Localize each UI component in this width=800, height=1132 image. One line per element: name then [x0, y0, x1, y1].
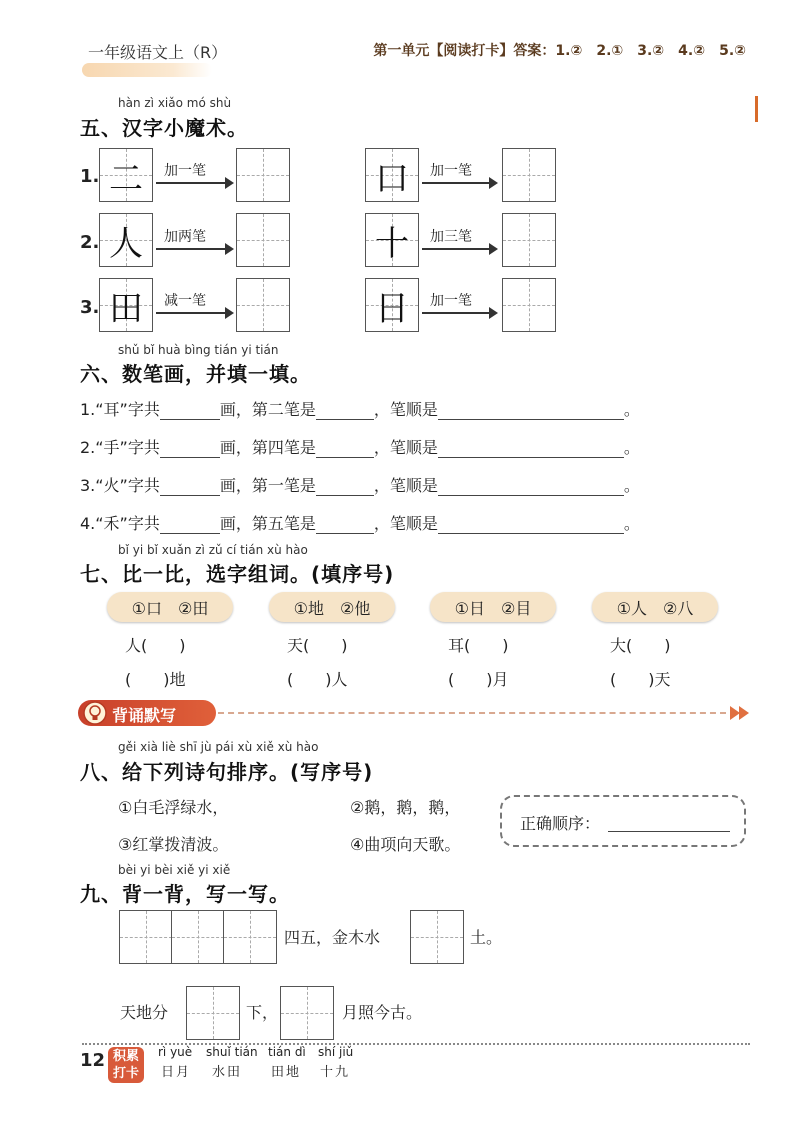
source-char: 口 [375, 158, 409, 199]
s7-title: 七、比一比，选字组词。(填序号) [80, 562, 395, 586]
stroke-question [80, 435, 640, 458]
source-char: 十 [375, 223, 409, 264]
arrow-icon [422, 182, 496, 184]
vocab-word: 田地 [271, 1065, 302, 1080]
banner-divider [218, 712, 726, 714]
stroke-name-blank[interactable] [316, 477, 374, 496]
poem-line: ④曲项向天歌。 [350, 835, 461, 854]
vocab-word: 日月 [161, 1065, 192, 1080]
source-char-box [99, 278, 153, 332]
stroke-count-blank[interactable] [160, 477, 220, 496]
answer-char-box[interactable] [502, 148, 556, 202]
question-text: 2.“手”字共 [80, 438, 160, 457]
stroke-name-blank[interactable] [316, 439, 374, 458]
stroke-order-blank[interactable] [438, 439, 624, 458]
badge-line: 积累 [112, 1049, 139, 1064]
question-end: 。 [623, 400, 640, 419]
operation-label: 减一笔 [164, 293, 206, 309]
option-pill: ①人 ②八 [592, 592, 718, 622]
answer-char-box[interactable] [502, 213, 556, 267]
s5-row-number: 1. [80, 166, 100, 187]
word-blank[interactable]: 耳( ) [448, 636, 509, 655]
question-text: 画，第二笔是 [219, 400, 316, 419]
word-blank[interactable]: ( )天 [610, 670, 671, 689]
operation-label: 加一笔 [430, 293, 472, 309]
source-char-box [365, 148, 419, 202]
answer-char-box[interactable] [236, 213, 290, 267]
source-char-box [365, 213, 419, 267]
vocab-word: 水田 [212, 1065, 243, 1080]
vocab-pinyin: tián dì [268, 1045, 306, 1059]
s9-title: 九、背一背，写一写。 [80, 882, 290, 906]
accumulate-badge [108, 1047, 144, 1083]
question-text: 画，第四笔是 [219, 438, 316, 457]
poem-line: ③红掌拨清波。 [118, 835, 229, 854]
source-char-box [99, 148, 153, 202]
question-text: 3.“火”字共 [80, 476, 160, 495]
s5-row-number: 2. [80, 232, 100, 253]
word-blank[interactable]: ( )地 [125, 670, 186, 689]
source-char: 二 [109, 158, 143, 199]
stroke-count-blank[interactable] [160, 439, 220, 458]
verse-text: 下， [246, 1003, 279, 1022]
source-char: 田 [109, 288, 143, 329]
s5-title: 五、汉字小魔术。 [80, 116, 248, 140]
s6-title: 六、数笔画，并填一填。 [80, 362, 311, 386]
write-char-box[interactable] [223, 910, 277, 964]
stroke-order-blank[interactable] [438, 515, 624, 534]
operation-label: 加三笔 [430, 229, 472, 245]
vocab-pinyin: shuǐ tián [206, 1045, 258, 1059]
side-marker [755, 96, 758, 122]
arrow-icon [156, 248, 232, 250]
stroke-order-blank[interactable] [438, 401, 624, 420]
order-answer-box [500, 795, 746, 847]
question-text: 画，第五笔是 [219, 514, 316, 533]
arrow-icon [422, 312, 496, 314]
write-char-box[interactable] [119, 910, 173, 964]
question-text: ，笔顺是 [373, 476, 438, 495]
question-text: 画，第一笔是 [219, 476, 316, 495]
lightbulb-icon [82, 700, 108, 726]
header-highlight [82, 63, 212, 77]
vocab-pinyin: shí jiǔ [318, 1045, 354, 1059]
option-pill: ①日 ②目 [430, 592, 556, 622]
word-blank[interactable]: 大( ) [610, 636, 671, 655]
option-pill: ①口 ②田 [107, 592, 233, 622]
operation-label: 加一笔 [430, 163, 472, 179]
s7-pinyin: bǐ yi bǐ xuǎn zì zǔ cí tián xù hào [118, 543, 308, 557]
answer-key: 第一单元【阅读打卡】答案：1.② 2.① 3.② 4.② 5.② [373, 43, 746, 59]
verse-text: 土。 [470, 928, 503, 947]
vocab-pinyin: rì yuè [158, 1045, 193, 1059]
question-text: ，笔顺是 [373, 400, 438, 419]
operation-label: 加两笔 [164, 229, 206, 245]
answer-char-box[interactable] [236, 148, 290, 202]
write-char-box[interactable] [280, 986, 334, 1040]
question-end: 。 [623, 476, 640, 495]
vocab-word: 十九 [320, 1065, 351, 1080]
answer-label: 正确顺序： [520, 814, 601, 833]
write-char-box[interactable] [171, 910, 225, 964]
word-blank[interactable]: ( )月 [448, 670, 509, 689]
source-char-box [365, 278, 419, 332]
question-text: ，笔顺是 [373, 438, 438, 457]
source-char: 人 [109, 223, 143, 264]
option-pill: ①地 ②他 [269, 592, 395, 622]
word-blank[interactable]: 天( ) [287, 636, 348, 655]
answer-char-box[interactable] [236, 278, 290, 332]
question-text: 1.“耳”字共 [80, 400, 160, 419]
stroke-name-blank[interactable] [316, 515, 374, 534]
banner-label: 背诵默写 [112, 706, 177, 725]
s9-pinyin: bèi yi bèi xiě yi xiě [118, 863, 231, 877]
badge-line: 打卡 [112, 1066, 139, 1081]
write-char-box[interactable] [410, 910, 464, 964]
write-char-box[interactable] [186, 986, 240, 1040]
question-end: 。 [623, 438, 640, 457]
word-blank[interactable]: 人( ) [125, 636, 186, 655]
page-number: 12 [80, 1050, 106, 1071]
arrow-right-icon [739, 706, 749, 720]
source-char-box [99, 213, 153, 267]
s5-pinyin: hàn zì xiǎo mó shù [118, 96, 232, 110]
stroke-question [80, 397, 640, 420]
operation-label: 加一笔 [164, 163, 206, 179]
verse-text: 月照今古。 [342, 1003, 423, 1022]
word-blank[interactable]: ( )人 [287, 670, 348, 689]
order-answer-blank[interactable] [608, 831, 730, 832]
arrow-icon [422, 248, 496, 250]
answer-char-box[interactable] [502, 278, 556, 332]
arrow-icon [156, 312, 232, 314]
stroke-question [80, 511, 640, 534]
question-end: 。 [623, 514, 640, 533]
stroke-name-blank[interactable] [316, 401, 374, 420]
book-title: 一年级语文上（R） [88, 43, 228, 62]
s5-row-number: 3. [80, 297, 100, 318]
source-char: 日 [375, 288, 409, 329]
s6-pinyin: shǔ bǐ huà bìng tián yi tián [118, 343, 279, 357]
question-text: ，笔顺是 [373, 514, 438, 533]
arrow-icon [156, 182, 232, 184]
verse-text: 四五，金木水 [284, 928, 381, 947]
stroke-count-blank[interactable] [160, 401, 220, 420]
stroke-count-blank[interactable] [160, 515, 220, 534]
stroke-question [80, 473, 640, 496]
poem-line: ②鹅，鹅，鹅， [350, 798, 461, 817]
stroke-order-blank[interactable] [438, 477, 624, 496]
s8-pinyin: gěi xià liè shī jù pái xù xiě xù hào [118, 740, 319, 754]
verse-text: 天地分 [120, 1003, 169, 1022]
recite-banner [78, 700, 216, 726]
poem-line: ①白毛浮绿水， [118, 798, 229, 817]
question-text: 4.“禾”字共 [80, 514, 160, 533]
s8-title: 八、给下列诗句排序。(写序号) [80, 760, 374, 784]
